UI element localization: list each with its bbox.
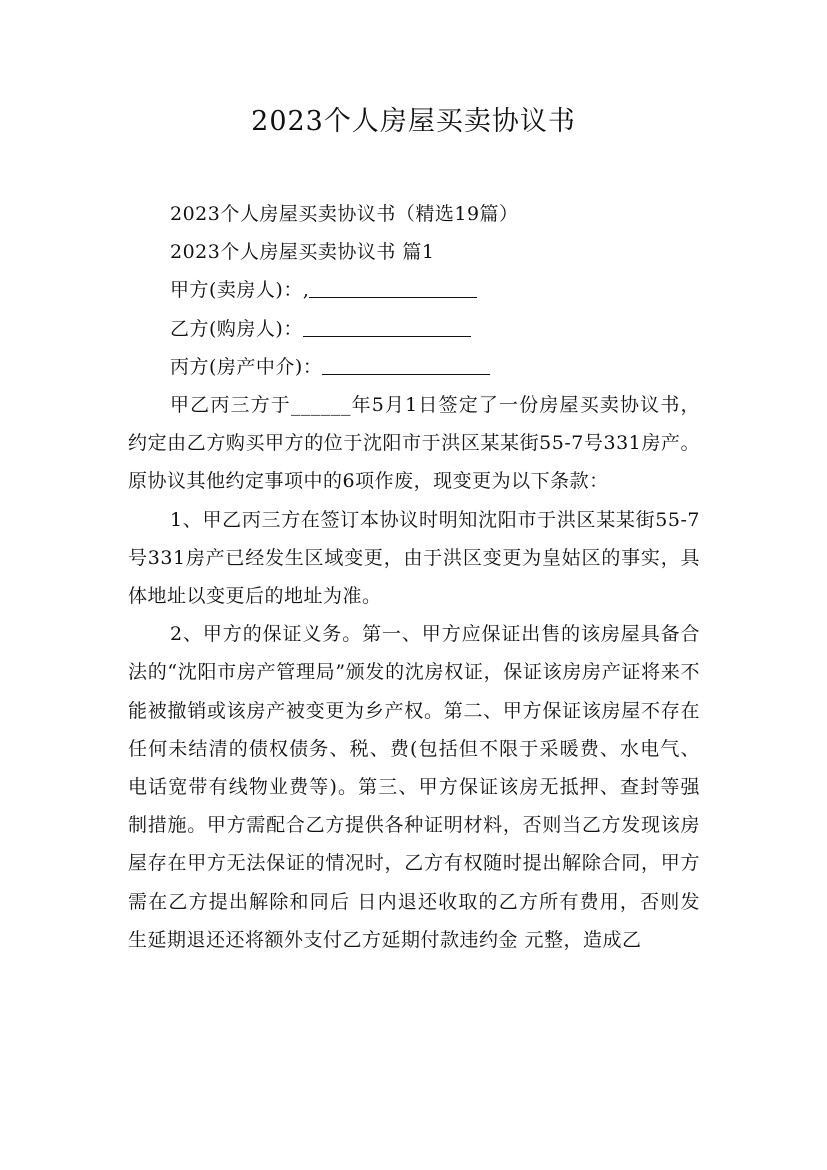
document-title: 2023个人房屋买卖协议书 (251, 106, 576, 137)
party-a-label: 甲方(卖房人)：, (170, 279, 310, 302)
party-b-blank (303, 316, 471, 337)
document-body (128, 195, 700, 959)
party-b-label: 乙方(购房人)： (170, 317, 303, 340)
paragraph-clause-1: 1、甲乙丙三方在签订本协议时明知沈阳市于洪区某某街55-7号331房产已经发生区域变更，由于洪区变更为皇姑区的事实，具体地址以变更后的地址为准。 (128, 508, 700, 608)
document-subtitle: 2023个人房屋买卖协议书（精选19篇） (170, 203, 519, 225)
party-a-field (128, 271, 700, 309)
party-c-field (128, 348, 700, 386)
paragraph-clause-2: 2、甲方的保证义务。第一、甲方应保证出售的该房屋具备合法的“沈阳市房产管理局”颁发的沈房权证，保证该房房产证将来不能被撤销或该房产被变更为乡产权。第二、甲方保证该房屋不存在任何未结清的债权债务、税、费(包括但不限于采暖费、水电气、电话宽带有线物业费等)。第三、甲方保证该房无抵押、查封等强制措施。甲方需配合乙方提供各种证明材料，否则当乙方发现该房屋存在甲方无法保证的情况时，乙方有权随时提出解除合同，甲方需在乙方提出解除和同后 日内退还收取的乙方所有费用，否则发生延期退还还将额外支付乙方延期付款违约金 元整，造成乙 (128, 623, 700, 951)
section-heading: 2023个人房屋买卖协议书 篇1 (170, 241, 435, 264)
party-c-label: 丙方(房产中介)： (170, 355, 323, 378)
party-b-field (128, 310, 700, 348)
paragraph-intro: 甲乙丙三方于______年5月1日签定了一份房屋买卖协议书，约定由乙方购买甲方的位于沈阳市于洪区某某街55-7号331房产。原协议其他约定事项中的6项作废，现变更为以下条款： (128, 394, 700, 493)
party-c-blank (322, 354, 490, 375)
party-a-blank (309, 277, 477, 298)
